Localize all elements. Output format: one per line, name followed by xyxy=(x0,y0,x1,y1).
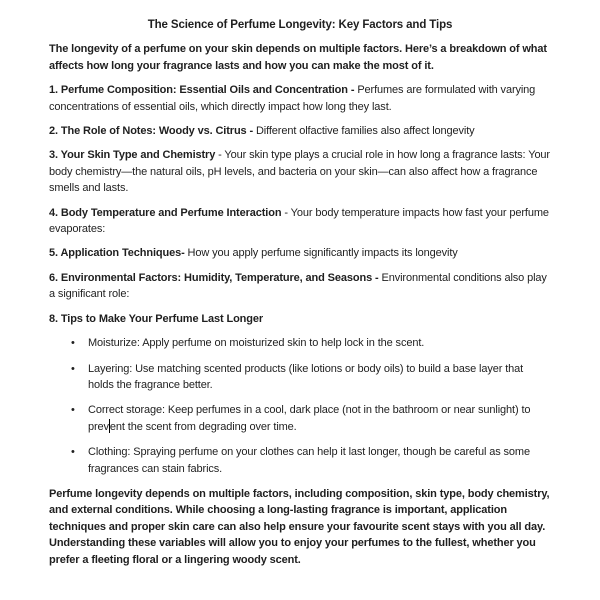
section-paragraph-5[interactable] xyxy=(49,245,551,261)
section-body: - Your body temperature impacts how fast your perfume evaporates: xyxy=(49,206,549,236)
section-heading: 5. Application Techniques- xyxy=(49,247,185,260)
list-item[interactable] xyxy=(49,361,551,394)
section-heading: 1. Perfume Composition: Essential Oils and Concentration - xyxy=(49,84,358,97)
bullet-icon: • xyxy=(71,362,75,375)
section-body: Different olfactive families also affect longevity xyxy=(255,125,475,138)
section-heading: 4. Body Temperature and Perfume Interaction xyxy=(49,206,282,219)
section-heading: 2. The Role of Notes: Woody vs. Citrus - xyxy=(49,125,256,138)
list-item-text: Layering: Use matching scented products (like lotions or body oils) to build a base layer that holds the fragrance better. xyxy=(88,362,524,391)
list-item[interactable] xyxy=(49,402,551,435)
section-paragraph-3[interactable] xyxy=(49,147,551,196)
section-paragraph-2[interactable] xyxy=(49,123,551,139)
section-paragraph-1[interactable] xyxy=(49,82,551,115)
section-paragraph-6[interactable] xyxy=(49,270,551,303)
section-heading: 6. Environmental Factors: Humidity, Temperature, and Seasons - xyxy=(49,271,382,284)
section-paragraph-4[interactable] xyxy=(49,205,551,238)
section-body: Environmental conditions also play a significant role: xyxy=(49,271,547,301)
intro-paragraph[interactable]: The longevity of a perfume on your skin depends on multiple factors. Here’s a breakdown of what affects how long your fragrance lasts and how you can make the most of it. xyxy=(49,43,547,72)
tips-list xyxy=(49,335,551,477)
section-body: - Your skin type plays a crucial role in how long a fragrance lasts: Your body chemistry—the natural oils, pH levels, and bacteria on your skin—can also affect how a fragrance smells and lasts. xyxy=(49,149,550,195)
bullet-icon: • xyxy=(71,337,75,350)
bullet-icon: • xyxy=(71,446,75,459)
bullet-icon: • xyxy=(71,404,75,417)
list-item-text: Clothing: Spraying perfume on your clothes can help it last longer, though be careful as some fragrances can stain fabrics. xyxy=(88,446,530,475)
section-body: How you apply perfume significantly impacts its longevity xyxy=(184,247,458,260)
section-paragraph-8[interactable] xyxy=(49,311,551,327)
list-item[interactable] xyxy=(49,335,551,351)
section-heading: 8. Tips to Make Your Perfume Last Longer xyxy=(49,312,264,325)
list-item-text: ent the scent from degrading over time. xyxy=(109,420,297,433)
list-item-text: Correct storage: Keep perfumes in a cool, dark place (not in the bathroom or near sunlight) to prev xyxy=(88,404,531,433)
document-title[interactable]: The Science of Perfume Longevity: Key Factors and Tips xyxy=(147,19,453,31)
list-item-text: Moisturize: Apply perfume on moisturized skin to help lock in the scent. xyxy=(88,337,425,350)
conclusion-paragraph[interactable]: Perfume longevity depends on multiple factors, including composition, skin type, body chemistry, and external conditions. While choosing a long-lasting fragrance is important, application techniques and proper skin care can also help ensure your favourite scent stays with you all day. Understanding these variables will allow you to enjoy your perfumes to the fullest, whether you prefer a fleeting floral or a lingering woody scent. xyxy=(49,487,550,566)
section-body: Perfumes are formulated with varying concentrations of essential oils, which directly impact how long they last. xyxy=(49,84,536,113)
section-heading: 3. Your Skin Type and Chemistry xyxy=(49,149,216,162)
list-item[interactable] xyxy=(49,444,551,477)
